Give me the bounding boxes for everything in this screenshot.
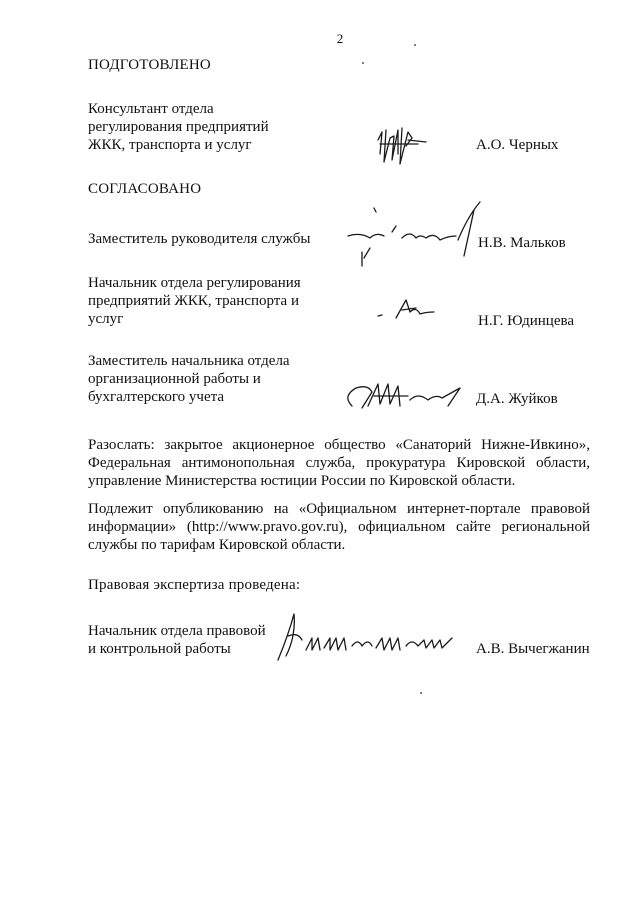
distribution-line: Разослать: закрытое акционерное общество «Санаторий Нижне-Ивкино», xyxy=(88,437,590,453)
legal-review-statement: Правовая экспертиза проведена: xyxy=(88,577,301,593)
signer-position-line: предприятий ЖКК, транспорта и xyxy=(88,293,299,309)
signer-3-name: Д.А. Жуйков xyxy=(476,391,558,407)
scan-speck xyxy=(420,692,422,694)
legal-review-name: А.В. Вычегжанин xyxy=(476,641,590,657)
agreed-heading: СОГЛАСОВАНО xyxy=(88,181,202,197)
publication-line: Подлежит опубликованию на «Официальном интернет-портале правовой xyxy=(88,501,590,517)
signature-chernykh xyxy=(368,118,448,174)
signer-position-line: Заместитель руководителя службы xyxy=(88,231,311,247)
signer-2-position xyxy=(88,274,338,328)
prepared-position-line: регулирования предприятий xyxy=(88,119,269,135)
distribution-paragraph xyxy=(88,436,590,490)
signer-3-position xyxy=(88,352,338,406)
signer-1-position xyxy=(88,230,338,248)
signer-position-line: организационной работы и xyxy=(88,371,261,387)
distribution-line: управление Министерства юстиции России по Кировской области. xyxy=(88,473,516,489)
signer-1-name: Н.В. Мальков xyxy=(478,235,566,251)
legal-review-position-line: и контрольной работы xyxy=(88,641,231,657)
signer-position-line: услуг xyxy=(88,311,124,327)
signer-position-line: бухгалтерского учета xyxy=(88,389,225,405)
signature-zhuykov xyxy=(338,376,468,416)
distribution-line: Федеральная антимонопольная служба, прокуратура Кировской области, xyxy=(88,455,590,471)
scan-speck xyxy=(362,62,364,64)
signer-position-line: Заместитель начальника отдела xyxy=(88,353,290,369)
signer-2-name: Н.Г. Юдинцева xyxy=(478,313,575,329)
scan-speck xyxy=(414,44,416,46)
prepared-heading: ПОДГОТОВЛЕНО xyxy=(88,57,211,73)
prepared-name: А.О. Черных xyxy=(476,137,559,153)
signer-position-line: Начальник отдела регулирования xyxy=(88,275,301,291)
page-number: 2 xyxy=(336,31,344,46)
publication-line: службы по тарифам Кировской области. xyxy=(88,537,346,553)
legal-review-position-line: Начальник отдела правовой xyxy=(88,623,266,639)
legal-review-position xyxy=(88,622,338,658)
publication-line: информации» (http://www.pravo.gov.ru), официальном сайте региональной xyxy=(88,519,590,535)
publication-paragraph xyxy=(88,500,590,554)
prepared-position-line: ЖКК, транспорта и услуг xyxy=(88,137,252,153)
prepared-position-line: Консультант отдела xyxy=(88,101,214,117)
signature-malkov xyxy=(340,196,490,276)
signature-yudintseva xyxy=(372,292,452,326)
prepared-position xyxy=(88,100,338,154)
